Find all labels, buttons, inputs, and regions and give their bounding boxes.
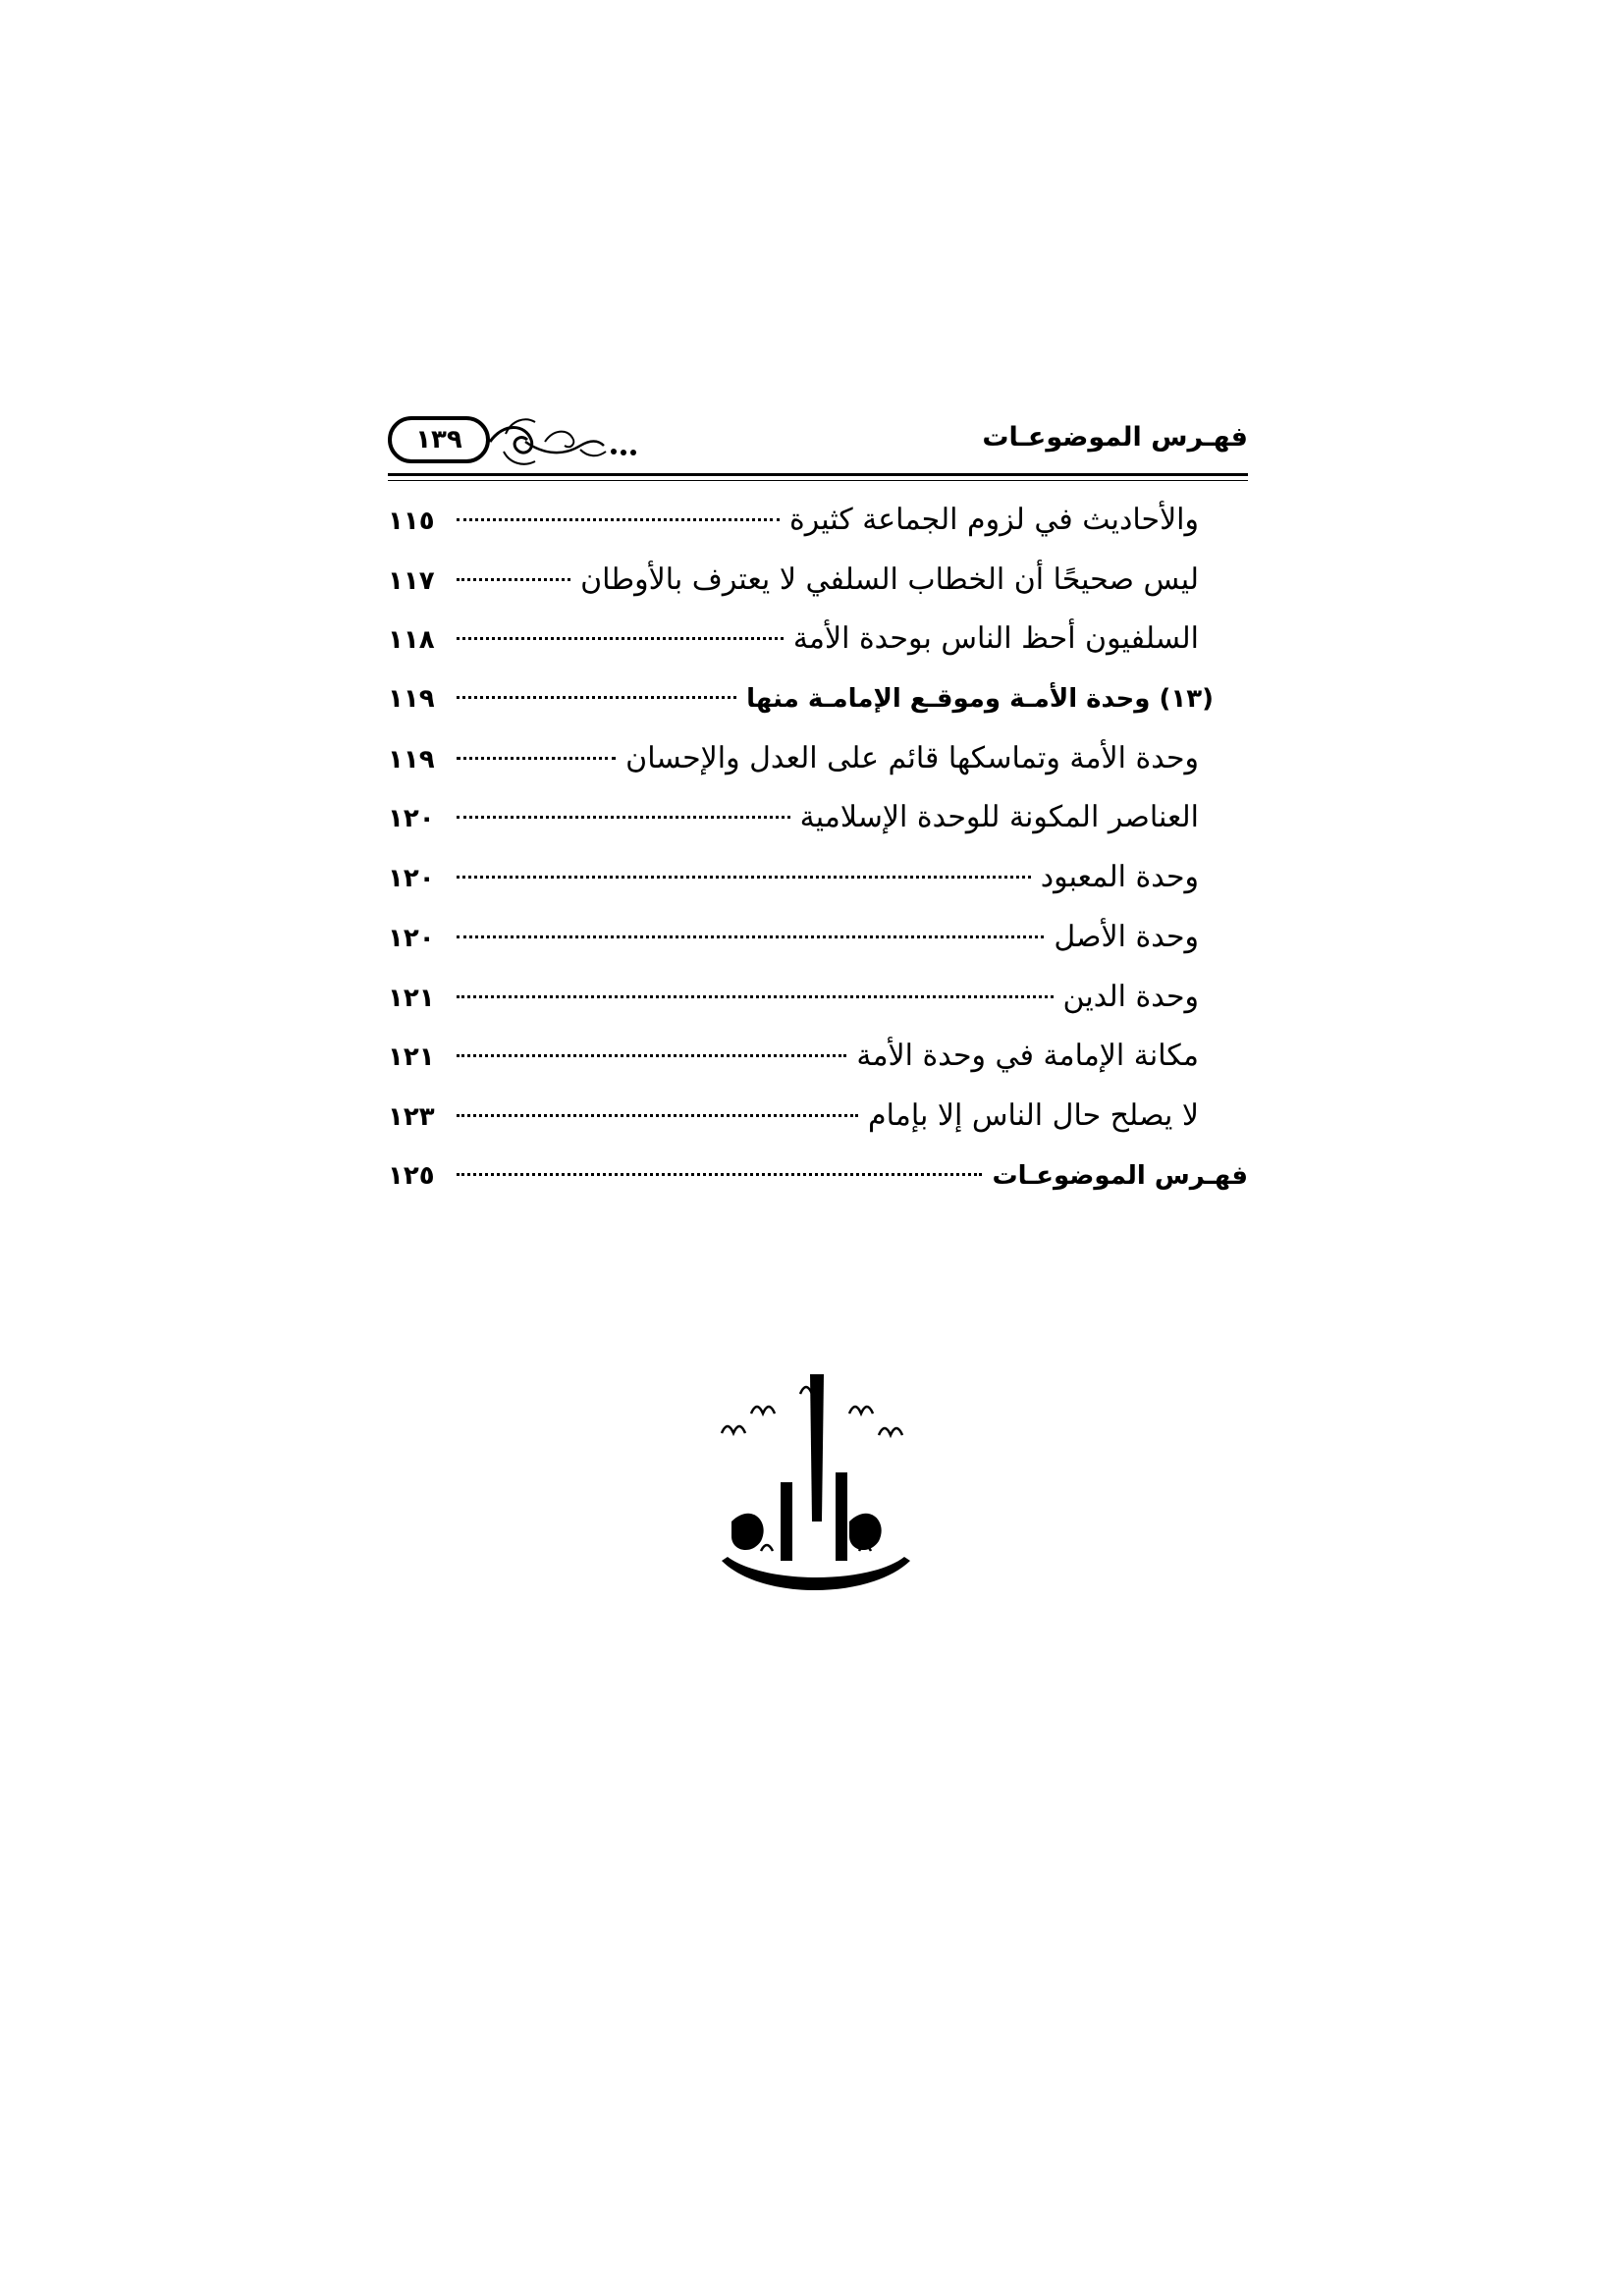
toc-entry[interactable]	[388, 788, 1248, 848]
toc-entry-title: وحدة الدين	[1062, 979, 1199, 1014]
toc-entry-page: ١١٧	[388, 565, 435, 596]
running-title: فهـرس الموضوعـات	[982, 422, 1248, 453]
dot-leader	[457, 876, 1031, 879]
toc-entry[interactable]	[388, 1027, 1248, 1087]
toc-entry-title: وحدة الأصل	[1054, 919, 1199, 954]
dot-leader	[457, 1054, 846, 1057]
toc-entry-title: العناصر المكونة للوحدة الإسلامية	[799, 800, 1199, 835]
toc-index-title: فهـرس الموضوعـات	[992, 1160, 1248, 1191]
toc-entry-page: ١١٩	[388, 684, 435, 715]
bihamdillah-calligraphy-icon	[702, 1374, 928, 1625]
toc-entry-title: لا يصلح حال الناس إلا بإمام	[868, 1097, 1199, 1133]
dot-leader	[457, 935, 1044, 938]
toc-entry-page: ١٢٥	[388, 1160, 435, 1191]
toc-entry-page: ١٢١	[388, 1042, 435, 1073]
toc-entry-title: والأحاديث في لزوم الجماعة كثيرة	[789, 503, 1199, 537]
header-divider-thin	[388, 480, 1248, 481]
dot-leader	[457, 696, 736, 699]
toc-entry[interactable]	[388, 491, 1248, 551]
table-of-contents	[388, 491, 1248, 1205]
page-header	[388, 412, 1248, 473]
dot-leader	[457, 995, 1054, 998]
dot-leader	[457, 1114, 858, 1117]
dot-leader	[457, 518, 780, 521]
floral-flourish-icon	[388, 412, 643, 471]
toc-entry[interactable]	[388, 968, 1248, 1028]
toc-entry[interactable]	[388, 729, 1248, 789]
header-ornament	[388, 412, 643, 471]
toc-entry-page: ١١٨	[388, 625, 435, 656]
toc-entry[interactable]	[388, 610, 1248, 669]
toc-entry-page: ١٢٣	[388, 1101, 435, 1132]
toc-entry-title: وحدة الأمة وتماسكها قائم على العدل والإحسان	[625, 740, 1199, 775]
toc-section-title: (١٣) وحدة الأمـة وموقـع الإمامـة منها	[746, 684, 1214, 715]
toc-entry-page: ١٢٠	[388, 804, 435, 834]
dot-leader	[457, 637, 784, 640]
toc-entry-page: ١٢٠	[388, 923, 435, 953]
toc-entry-page: ١١٥	[388, 507, 435, 536]
dot-leader	[457, 757, 616, 760]
toc-entry-title: مكانة الإمامة في وحدة الأمة	[856, 1039, 1199, 1074]
page-number: ١٣٩	[388, 416, 490, 463]
toc-entry-title: ليس صحيحًا أن الخطاب السلفي لا يعترف بالأوطان	[580, 561, 1199, 597]
toc-index-entry[interactable]	[388, 1147, 1248, 1206]
toc-entry[interactable]	[388, 848, 1248, 908]
dot-leader	[457, 816, 790, 819]
toc-entry[interactable]	[388, 551, 1248, 611]
toc-entry-title: السلفيون أحظ الناس بوحدة الأمة	[792, 621, 1199, 657]
toc-entry[interactable]	[388, 908, 1248, 968]
toc-entry-page: ١١٩	[388, 744, 435, 774]
toc-entry-page: ١٢٠	[388, 864, 435, 894]
header-divider	[388, 473, 1248, 476]
toc-entry[interactable]	[388, 1087, 1248, 1147]
toc-entry-title: وحدة المعبود	[1040, 860, 1199, 895]
closing-calligraphy	[702, 1374, 928, 1625]
toc-entry-page: ١٢١	[388, 983, 435, 1013]
toc-section-entry[interactable]	[388, 669, 1248, 729]
dot-leader	[457, 1173, 982, 1176]
dot-leader	[457, 578, 570, 581]
